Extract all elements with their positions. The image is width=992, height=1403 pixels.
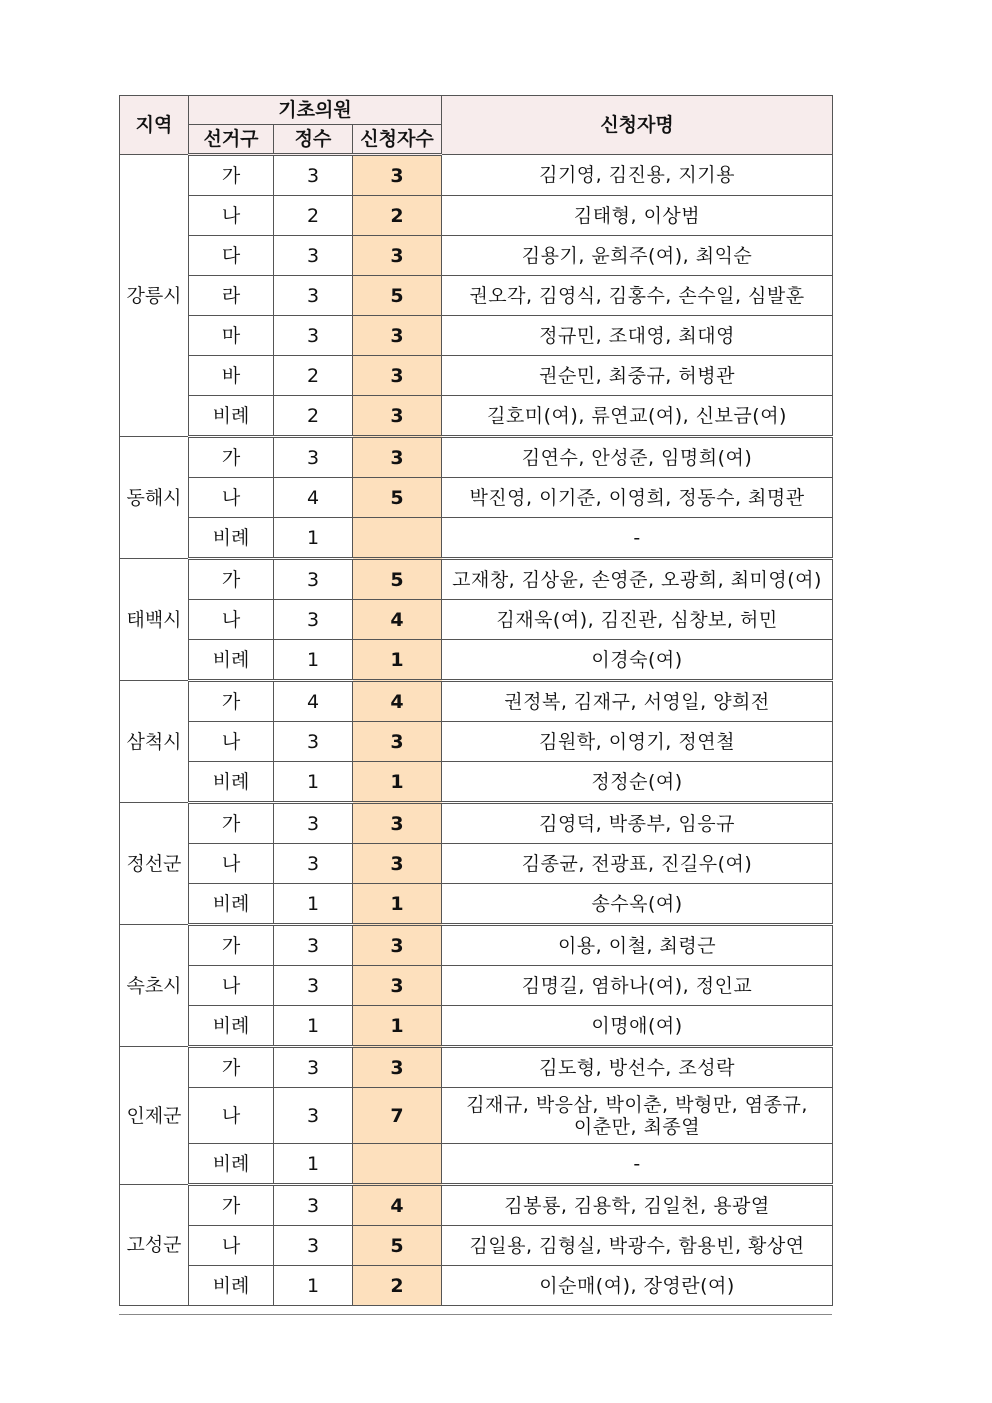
district-cell: 나 — [189, 722, 274, 762]
applicant-names-cell: 이용, 이철, 최령근 — [442, 925, 833, 966]
region-cell: 삼척시 — [120, 681, 189, 803]
applicant-names-cell: 정정순(여) — [442, 762, 833, 803]
table-row — [120, 559, 833, 600]
quota-cell: 3 — [274, 1185, 353, 1226]
applicant-count-cell: 5 — [353, 478, 442, 518]
table-row — [120, 884, 833, 925]
applicant-names-cell: - — [442, 1144, 833, 1185]
applicant-names-cell: 김기영, 김진용, 지기용 — [442, 155, 833, 196]
table-row — [120, 1185, 833, 1226]
applicant-count-cell: 4 — [353, 600, 442, 640]
table-row — [120, 1144, 833, 1185]
applicant-names-cell: 고재창, 김상윤, 손영준, 오광희, 최미영(여) — [442, 559, 833, 600]
quota-cell: 2 — [274, 396, 353, 437]
applicant-count-cell: 5 — [353, 276, 442, 316]
district-cell: 나 — [189, 844, 274, 884]
region-cell: 정선군 — [120, 803, 189, 925]
applicant-names-cell: 김일용, 김형실, 박광수, 함용빈, 황상연 — [442, 1226, 833, 1266]
quota-cell: 3 — [274, 276, 353, 316]
applicant-names-cell: 김재욱(여), 김진관, 심창보, 허민 — [442, 600, 833, 640]
district-cell: 가 — [189, 681, 274, 722]
quota-cell: 3 — [274, 559, 353, 600]
applicant-names-cell: 길호미(여), 류연교(여), 신보금(여) — [442, 396, 833, 437]
district-cell: 비례 — [189, 1006, 274, 1047]
district-cell: 나 — [189, 478, 274, 518]
quota-cell: 3 — [274, 437, 353, 478]
table-row — [120, 925, 833, 966]
applicant-names-cell: 김재규, 박응삼, 박이춘, 박형만, 염종규, 이춘만, 최종열 — [442, 1088, 833, 1144]
applicant-count-cell: 1 — [353, 1006, 442, 1047]
quota-cell: 3 — [274, 803, 353, 844]
applicant-count-cell: 3 — [353, 803, 442, 844]
district-cell: 비례 — [189, 518, 274, 559]
applicant-count-cell: 3 — [353, 356, 442, 396]
region-cell: 강릉시 — [120, 155, 189, 437]
applicant-count-cell: 1 — [353, 762, 442, 803]
applicant-names-cell: 김연수, 안성준, 임명희(여) — [442, 437, 833, 478]
table-row — [120, 518, 833, 559]
applicant-names-cell: 김태형, 이상범 — [442, 196, 833, 236]
applicant-names-cell: 권오각, 김영식, 김홍수, 손수일, 심발훈 — [442, 276, 833, 316]
applicant-count-cell: 5 — [353, 559, 442, 600]
applicant-names-cell: 송수옥(여) — [442, 884, 833, 925]
district-cell: 비례 — [189, 884, 274, 925]
district-cell: 라 — [189, 276, 274, 316]
applicant-count-cell: 3 — [353, 722, 442, 762]
header-council: 기초의원 — [189, 96, 442, 125]
table-row — [120, 762, 833, 803]
applicant-count-cell: 3 — [353, 925, 442, 966]
applicant-count-cell: 1 — [353, 640, 442, 681]
table-row — [120, 316, 833, 356]
district-cell: 비례 — [189, 1266, 274, 1306]
applicant-count-cell: 3 — [353, 396, 442, 437]
table-row — [120, 356, 833, 396]
district-cell: 나 — [189, 196, 274, 236]
table-row — [120, 155, 833, 196]
quota-cell: 3 — [274, 155, 353, 196]
quota-cell: 1 — [274, 518, 353, 559]
applicant-count-cell: 3 — [353, 437, 442, 478]
table-row — [120, 966, 833, 1006]
table-row — [120, 236, 833, 276]
quota-cell: 3 — [274, 1047, 353, 1088]
region-cell: 고성군 — [120, 1185, 189, 1306]
table-row — [120, 844, 833, 884]
quota-cell: 1 — [274, 1144, 353, 1185]
table-row — [120, 1047, 833, 1088]
applicant-names-cell: 김도형, 방선수, 조성락 — [442, 1047, 833, 1088]
applicant-names-cell: 권정복, 김재구, 서영일, 양희전 — [442, 681, 833, 722]
applicant-names-cell: 김종균, 전광표, 진길우(여) — [442, 844, 833, 884]
region-cell: 속초시 — [120, 925, 189, 1047]
applicant-count-cell: 3 — [353, 844, 442, 884]
applicant-count-cell: 7 — [353, 1088, 442, 1144]
table-row — [120, 276, 833, 316]
applicant-names-cell: 권순민, 최중규, 허병관 — [442, 356, 833, 396]
quota-cell: 1 — [274, 1266, 353, 1306]
district-cell: 가 — [189, 559, 274, 600]
quota-cell: 3 — [274, 236, 353, 276]
district-cell: 가 — [189, 155, 274, 196]
quota-cell: 3 — [274, 722, 353, 762]
district-cell: 가 — [189, 803, 274, 844]
table-row — [120, 396, 833, 437]
quota-cell: 1 — [274, 884, 353, 925]
applicant-count-cell: 2 — [353, 196, 442, 236]
applicant-count-cell: 4 — [353, 1185, 442, 1226]
quota-cell: 3 — [274, 844, 353, 884]
applicant-count-cell: 5 — [353, 1226, 442, 1266]
applicant-count-cell: 3 — [353, 316, 442, 356]
applicant-count-cell — [353, 518, 442, 559]
header-region: 지역 — [120, 96, 189, 155]
table-header — [120, 96, 833, 155]
district-cell: 비례 — [189, 762, 274, 803]
table-bottom-rule — [119, 1314, 832, 1315]
applicant-count-cell: 3 — [353, 155, 442, 196]
quota-cell: 3 — [274, 966, 353, 1006]
applicant-count-cell: 3 — [353, 236, 442, 276]
applicant-names-cell: 김명길, 염하나(여), 정인교 — [442, 966, 833, 1006]
table-row — [120, 640, 833, 681]
table-row — [120, 1006, 833, 1047]
applicant-names-cell: 김영덕, 박종부, 임응규 — [442, 803, 833, 844]
district-cell: 비례 — [189, 640, 274, 681]
applicant-count-cell: 4 — [353, 681, 442, 722]
district-cell: 가 — [189, 1185, 274, 1226]
table-row — [120, 1266, 833, 1306]
applicant-count-cell: 1 — [353, 884, 442, 925]
applicant-names-cell: 이명애(여) — [442, 1006, 833, 1047]
district-cell: 다 — [189, 236, 274, 276]
table-row — [120, 1226, 833, 1266]
table-row — [120, 1088, 833, 1144]
district-cell: 가 — [189, 1047, 274, 1088]
quota-cell: 3 — [274, 316, 353, 356]
quota-cell: 1 — [274, 1006, 353, 1047]
header-names: 신청자명 — [442, 96, 833, 155]
table-row — [120, 196, 833, 236]
header-applicants: 신청자수 — [353, 125, 442, 155]
candidate-table — [119, 95, 833, 1306]
district-cell: 가 — [189, 925, 274, 966]
quota-cell: 2 — [274, 196, 353, 236]
quota-cell: 2 — [274, 356, 353, 396]
applicant-count-cell: 2 — [353, 1266, 442, 1306]
applicant-names-cell: 이경숙(여) — [442, 640, 833, 681]
table-row — [120, 600, 833, 640]
applicant-names-cell: 김봉룡, 김용학, 김일천, 용광열 — [442, 1185, 833, 1226]
applicant-names-cell: 정규민, 조대영, 최대영 — [442, 316, 833, 356]
header-district: 선거구 — [189, 125, 274, 155]
applicant-names-cell: - — [442, 518, 833, 559]
district-cell: 가 — [189, 437, 274, 478]
district-cell: 비례 — [189, 1144, 274, 1185]
table-row — [120, 803, 833, 844]
quota-cell: 1 — [274, 640, 353, 681]
quota-cell: 3 — [274, 600, 353, 640]
district-cell: 비례 — [189, 396, 274, 437]
region-cell: 동해시 — [120, 437, 189, 559]
district-cell: 나 — [189, 966, 274, 1006]
table-row — [120, 681, 833, 722]
applicant-names-cell: 박진영, 이기준, 이영희, 정동수, 최명관 — [442, 478, 833, 518]
table-row — [120, 722, 833, 762]
region-cell: 태백시 — [120, 559, 189, 681]
district-cell: 마 — [189, 316, 274, 356]
quota-cell: 4 — [274, 681, 353, 722]
table-row — [120, 437, 833, 478]
applicant-count-cell — [353, 1144, 442, 1185]
applicant-names-cell: 이순매(여), 장영란(여) — [442, 1266, 833, 1306]
quota-cell: 3 — [274, 1088, 353, 1144]
applicant-count-cell: 3 — [353, 966, 442, 1006]
district-cell: 나 — [189, 1226, 274, 1266]
quota-cell: 4 — [274, 478, 353, 518]
header-quota: 정수 — [274, 125, 353, 155]
quota-cell: 1 — [274, 762, 353, 803]
quota-cell: 3 — [274, 1226, 353, 1266]
district-cell: 바 — [189, 356, 274, 396]
table-body — [120, 155, 833, 1306]
district-cell: 나 — [189, 1088, 274, 1144]
region-cell: 인제군 — [120, 1047, 189, 1185]
applicant-names-cell: 김용기, 윤희주(여), 최익순 — [442, 236, 833, 276]
applicant-names-cell: 김원학, 이영기, 정연철 — [442, 722, 833, 762]
quota-cell: 3 — [274, 925, 353, 966]
table-row — [120, 478, 833, 518]
applicant-count-cell: 3 — [353, 1047, 442, 1088]
district-cell: 나 — [189, 600, 274, 640]
